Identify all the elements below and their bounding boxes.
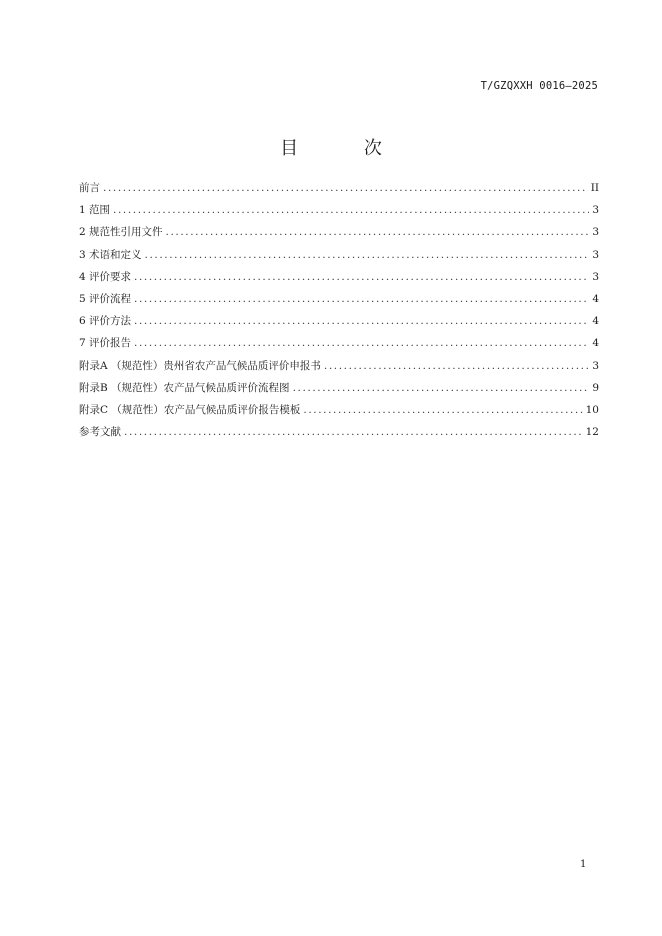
toc-entry-label: 6 评价方法 <box>79 315 132 328</box>
toc-entry-page: 3 <box>592 248 599 261</box>
toc-entry-page: 4 <box>592 315 599 328</box>
toc-entry-evaluation-method[interactable] <box>79 313 599 335</box>
table-of-contents <box>79 180 599 446</box>
document-code: T/GZQXXH 0016—2025 <box>480 80 598 92</box>
toc-entry-page: 9 <box>592 381 599 394</box>
toc-entry-appendix-b[interactable] <box>79 380 599 402</box>
toc-entry-page: 3 <box>592 226 599 239</box>
toc-entry-page: 3 <box>592 359 599 372</box>
toc-entry-label: 4 评价要求 <box>79 270 132 283</box>
toc-entry-foreword[interactable] <box>79 180 599 202</box>
toc-entry-label: 7 评价报告 <box>79 337 132 350</box>
toc-entry-label: 前言 <box>79 182 100 194</box>
toc-title: 目 次 <box>280 138 412 159</box>
toc-leader-dots <box>103 182 588 194</box>
toc-entry-page: 4 <box>592 292 599 305</box>
toc-leader-dots <box>166 226 590 238</box>
toc-leader-dots <box>134 337 589 349</box>
toc-entry-label: 5 评价流程 <box>79 292 132 305</box>
toc-entry-label: 参考文献 <box>79 426 121 439</box>
toc-entry-terms-definitions[interactable] <box>79 247 599 269</box>
toc-entry-evaluation-report[interactable] <box>79 335 599 357</box>
toc-entry-label: 附录B （规范性）农产品气候品质评价流程图 <box>79 381 290 394</box>
toc-leader-dots <box>134 293 589 305</box>
toc-entry-page: II <box>590 182 599 194</box>
toc-leader-dots <box>134 315 589 327</box>
toc-entry-appendix-a[interactable] <box>79 358 599 380</box>
toc-leader-dots <box>113 204 589 216</box>
toc-entry-label: 附录C （规范性）农产品气候品质评价报告模板 <box>79 403 301 416</box>
toc-leader-dots <box>293 382 590 394</box>
toc-entry-page: 3 <box>592 204 599 217</box>
page-number: 1 <box>580 859 587 870</box>
toc-entry-evaluation-requirements[interactable] <box>79 269 599 291</box>
toc-leader-dots <box>124 426 583 438</box>
toc-entry-label: 2 规范性引用文件 <box>79 226 163 239</box>
toc-leader-dots <box>324 360 589 372</box>
toc-entry-appendix-c[interactable] <box>79 402 599 424</box>
toc-entry-bibliography[interactable] <box>79 424 599 446</box>
toc-entry-page: 4 <box>592 337 599 350</box>
toc-entry-label: 1 范围 <box>79 204 111 217</box>
toc-entry-evaluation-process[interactable] <box>79 291 599 313</box>
toc-entry-page: 12 <box>585 426 599 439</box>
toc-entry-label: 3 术语和定义 <box>79 248 142 261</box>
toc-entry-scope[interactable] <box>79 202 599 224</box>
toc-leader-dots <box>145 249 590 261</box>
toc-leader-dots <box>303 404 582 416</box>
toc-entry-label: 附录A （规范性）贵州省农产品气候品质评价申报书 <box>79 359 321 372</box>
toc-entry-normative-references[interactable] <box>79 224 599 246</box>
toc-leader-dots <box>134 271 589 283</box>
toc-entry-page: 10 <box>585 403 599 416</box>
toc-entry-page: 3 <box>592 270 599 283</box>
